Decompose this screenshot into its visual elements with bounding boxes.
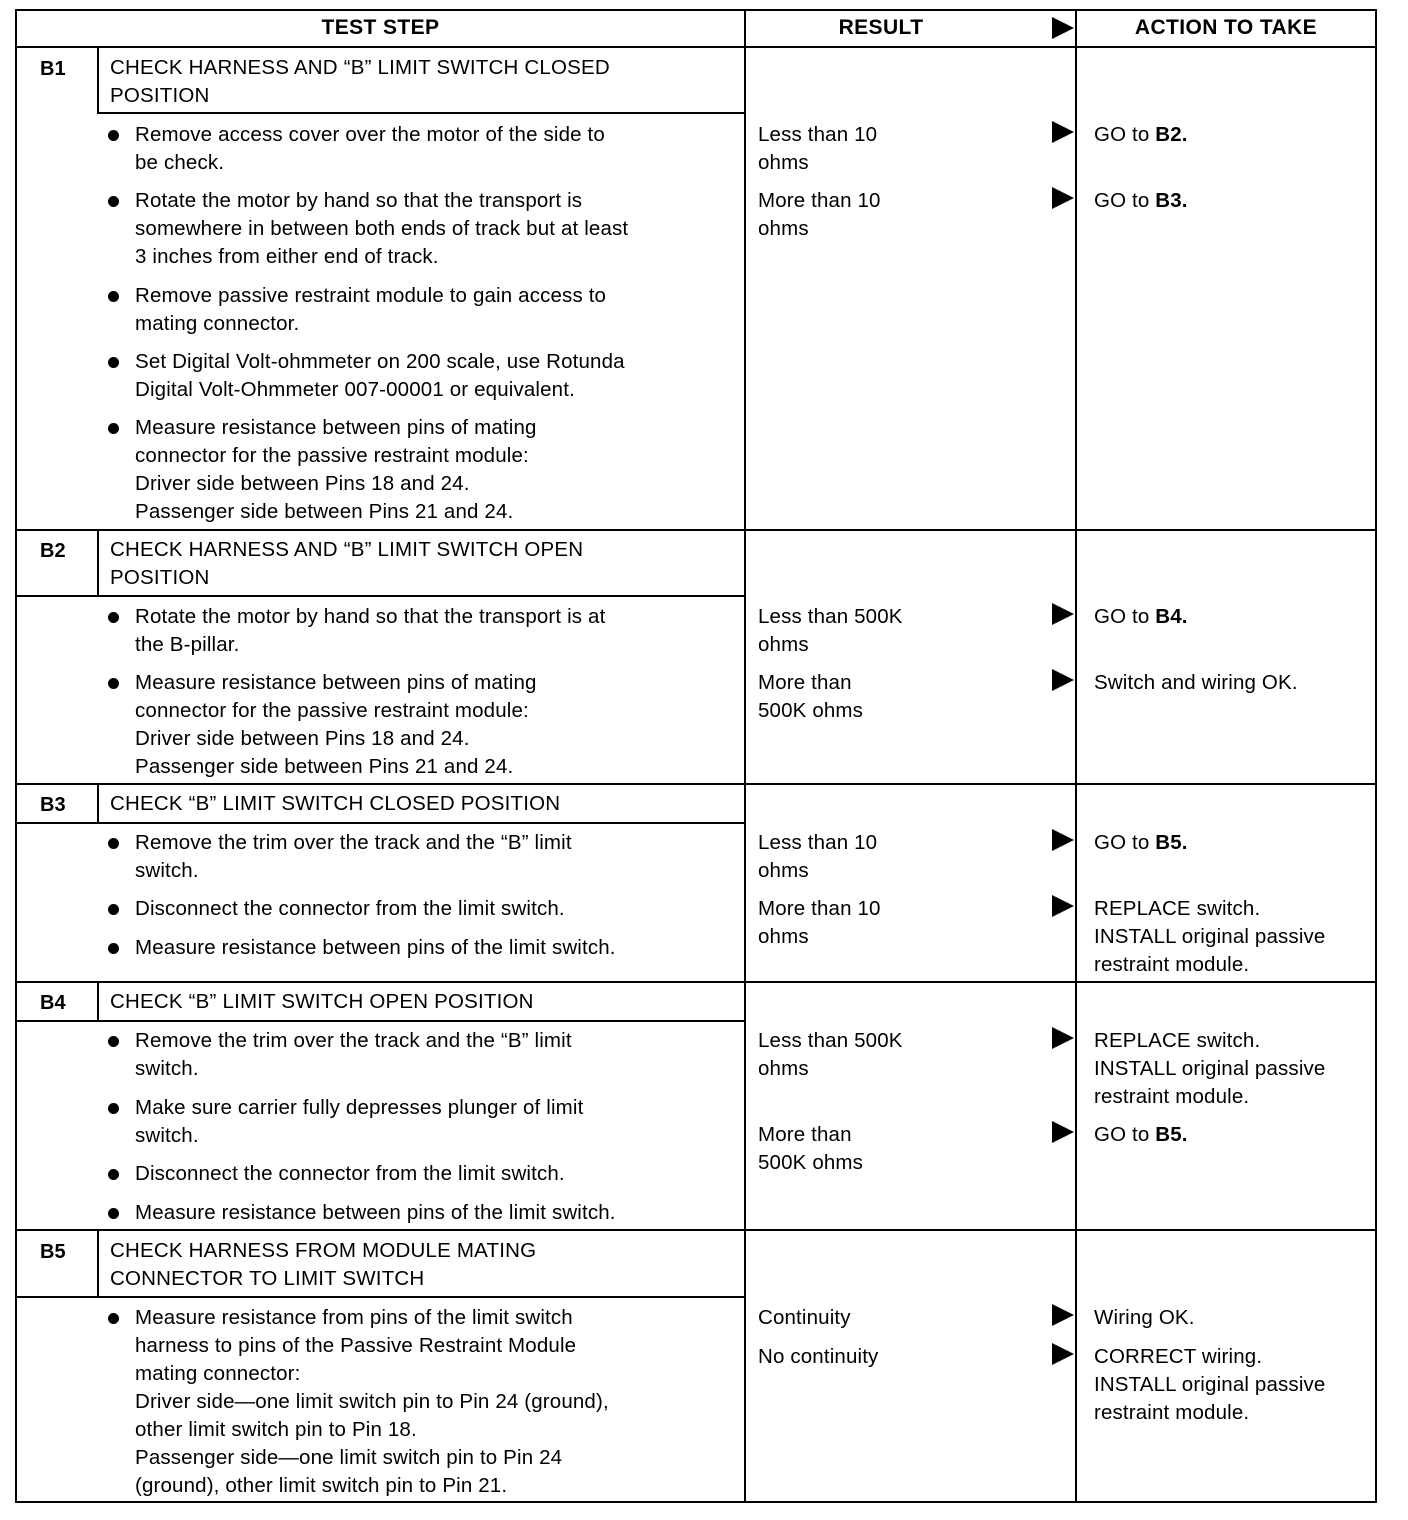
arrow-icon: [1052, 895, 1074, 917]
step-instruction-b1-2: Rotate the motor by hand so that the transport is somewhere in between both ends of track but at least 3 inches from either end of track.: [135, 187, 735, 271]
step-id-b2: B2: [40, 540, 66, 562]
bullet-icon: [108, 1036, 119, 1047]
action-b5-2: CORRECT wiring. INSTALL original passive restraint module.: [1094, 1345, 1326, 1424]
header-arrow-icon: [1052, 17, 1074, 39]
row-divider-b2: [15, 783, 1377, 785]
arrow-icon: [1052, 603, 1074, 625]
step-instruction-b4-4: Measure resistance between pins of the limit switch.: [135, 1199, 735, 1227]
title-underline-b2: [15, 595, 745, 597]
step-title-b4: CHECK “B” LIMIT SWITCH OPEN POSITION: [110, 990, 534, 1013]
bullet-icon: [108, 196, 119, 207]
result-b4-1: Less than 500K ohms: [758, 1029, 903, 1080]
title-underline-b4: [15, 1020, 745, 1022]
step-id-b5: B5: [40, 1241, 66, 1263]
step-instruction-b1-1: Remove access cover over the motor of the side to be check.: [135, 121, 735, 177]
table-left-border: [15, 9, 17, 1503]
header-test-step: TEST STEP: [321, 16, 440, 39]
action-b4-2: GO to B5.: [1094, 1123, 1188, 1146]
bullet-icon: [108, 612, 119, 623]
step-instruction-b4-1: Remove the trim over the track and the “B” limit switch.: [135, 1027, 735, 1083]
step-instruction-b3-1: Remove the trim over the track and the “B” limit switch.: [135, 829, 735, 885]
bullet-icon: [108, 291, 119, 302]
step-instruction-b3-2: Disconnect the connector from the limit switch.: [135, 895, 735, 923]
bullet-icon: [108, 1169, 119, 1180]
arrow-icon: [1052, 1343, 1074, 1365]
result-b3-2: More than 10 ohms: [758, 897, 881, 948]
action-b2-1: GO to B4.: [1094, 605, 1188, 628]
table-right-border: [1375, 9, 1377, 1503]
bullet-icon: [108, 1208, 119, 1219]
bullet-icon: [108, 838, 119, 849]
step-id-b1: B1: [40, 58, 66, 80]
column-divider-result: [744, 9, 746, 1503]
id-divider-b2: [97, 529, 99, 597]
title-underline-b5: [15, 1296, 745, 1298]
bullet-icon: [108, 423, 119, 434]
arrow-icon: [1052, 187, 1074, 209]
step-instruction-b4-2: Make sure carrier fully depresses plunger of limit switch.: [135, 1094, 735, 1150]
step-title-b1: CHECK HARNESS AND “B” LIMIT SWITCH CLOSED POSITION: [110, 56, 610, 107]
step-title-b3: CHECK “B” LIMIT SWITCH CLOSED POSITION: [110, 792, 561, 815]
title-underline-b3: [15, 822, 745, 824]
row-divider-b3: [15, 981, 1377, 983]
result-b2-1: Less than 500K ohms: [758, 605, 903, 656]
table-top-border: [15, 9, 1377, 11]
id-divider-b3: [97, 783, 99, 824]
arrow-icon: [1052, 121, 1074, 143]
step-id-b4: B4: [40, 992, 66, 1014]
step-instruction-b1-4: Set Digital Volt-ohmmeter on 200 scale, use Rotunda Digital Volt-Ohmmeter 007-00001 or equivalent.: [135, 348, 735, 404]
step-instruction-b2-1: Rotate the motor by hand so that the transport is at the B-pillar.: [135, 603, 735, 659]
id-divider-b4: [97, 981, 99, 1022]
header-result: RESULT: [838, 16, 924, 39]
step-title-b2: CHECK HARNESS AND “B” LIMIT SWITCH OPEN POSITION: [110, 538, 584, 589]
step-instruction-b1-5: Measure resistance between pins of mating connector for the passive restraint module: Driver side between Pins 18 and 24. Passenger side between Pins 21 and 24.: [135, 414, 735, 526]
result-b1-1: Less than 10 ohms: [758, 123, 878, 174]
arrow-icon: [1052, 1121, 1074, 1143]
row-divider-b1: [15, 529, 1377, 531]
id-divider-b1: [97, 46, 99, 114]
action-b3-2: REPLACE switch. INSTALL original passive restraint module.: [1094, 897, 1326, 976]
table-bottom-border: [15, 1501, 1377, 1503]
arrow-icon: [1052, 829, 1074, 851]
column-divider-action: [1075, 9, 1077, 1503]
step-title-b5: CHECK HARNESS FROM MODULE MATING CONNECTOR TO LIMIT SWITCH: [110, 1239, 537, 1290]
result-b5-2: No continuity: [758, 1345, 879, 1368]
action-b4-1: REPLACE switch. INSTALL original passive restraint module.: [1094, 1029, 1326, 1108]
bullet-icon: [108, 904, 119, 915]
header-action: ACTION TO TAKE: [1134, 16, 1318, 39]
result-b1-2: More than 10 ohms: [758, 189, 881, 240]
step-instruction-b2-2: Measure resistance between pins of mating connector for the passive restraint module: Driver side between Pins 18 and 24. Passenger side between Pins 21 and 24.: [135, 669, 735, 781]
result-b5-1: Continuity: [758, 1306, 851, 1329]
title-underline-b1: [97, 112, 745, 114]
action-b3-1: GO to B5.: [1094, 831, 1188, 854]
step-instruction-b5-1: Measure resistance from pins of the limit switch harness to pins of the Passive Restraint Module mating connector: Driver side—one limit switch pin to Pin 24 (ground), other limit switch pin to Pin 18. Passenger side—one limit switch pin to Pin 24 (ground), other limit switch pin to Pin 21.: [135, 1304, 735, 1500]
arrow-icon: [1052, 1027, 1074, 1049]
action-b1-1: GO to B2.: [1094, 123, 1188, 146]
bullet-icon: [108, 678, 119, 689]
step-instruction-b1-3: Remove passive restraint module to gain access to mating connector.: [135, 282, 735, 338]
bullet-icon: [108, 1313, 119, 1324]
id-divider-b5: [97, 1229, 99, 1297]
row-divider-b4: [15, 1229, 1377, 1231]
bullet-icon: [108, 357, 119, 368]
result-b3-1: Less than 10 ohms: [758, 831, 878, 882]
header-bottom-border: [15, 46, 1377, 48]
action-b2-2: Switch and wiring OK.: [1094, 671, 1298, 694]
step-instruction-b3-3: Measure resistance between pins of the limit switch.: [135, 934, 735, 962]
step-id-b3: B3: [40, 794, 66, 816]
result-b4-2: More than 500K ohms: [758, 1123, 864, 1174]
action-b5-1: Wiring OK.: [1094, 1306, 1195, 1329]
result-b2-2: More than 500K ohms: [758, 671, 864, 722]
bullet-icon: [108, 1103, 119, 1114]
bullet-icon: [108, 943, 119, 954]
arrow-icon: [1052, 1304, 1074, 1326]
arrow-icon: [1052, 669, 1074, 691]
step-instruction-b4-3: Disconnect the connector from the limit switch.: [135, 1160, 735, 1188]
bullet-icon: [108, 130, 119, 141]
action-b1-2: GO to B3.: [1094, 189, 1188, 212]
